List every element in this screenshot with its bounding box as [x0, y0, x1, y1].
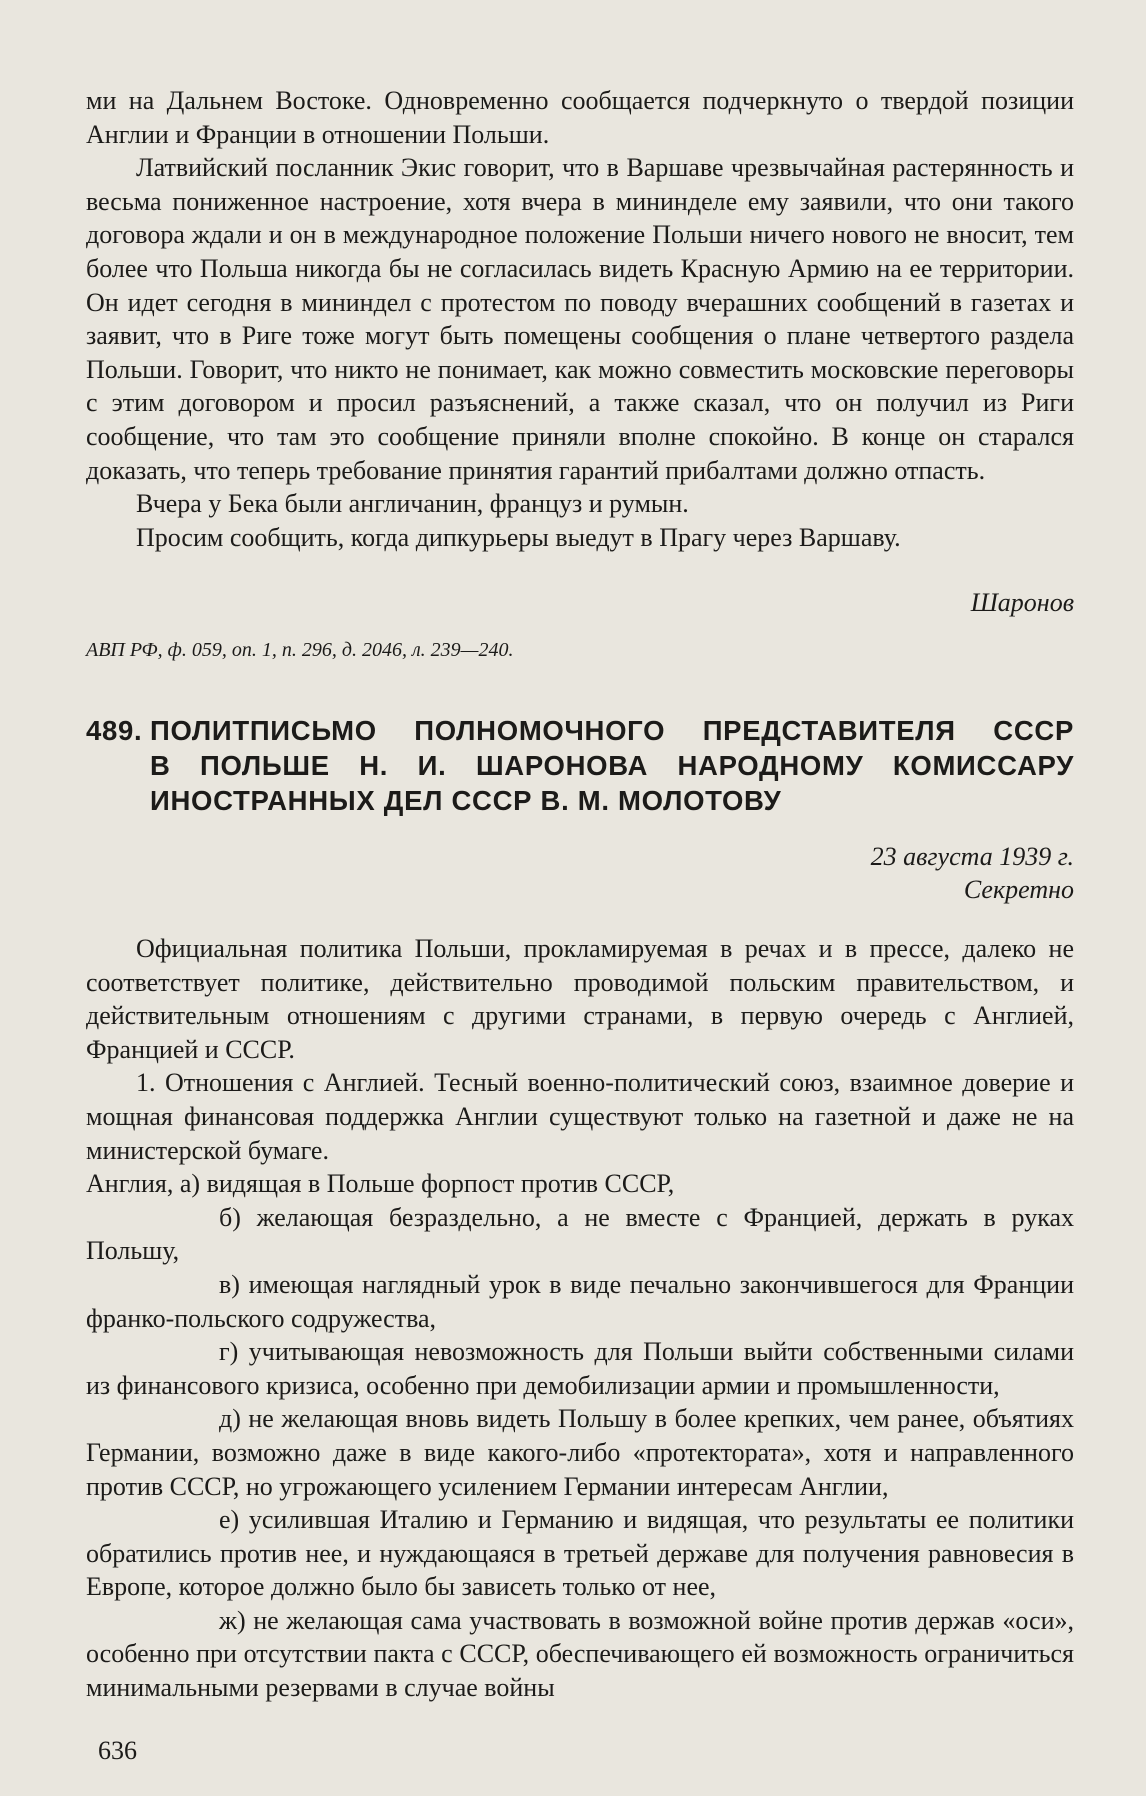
list-item-v: в) имеющая наглядный урок в виде печально закончившегося для Франции франко-польского содружества,: [86, 1269, 1074, 1333]
list-item-zh: ж) не желающая сама участвовать в возможной войне против держав «оси», особенно при отсутствии пакта с СССР, обеспечивающего ей возможность ограничиться минимальными резервами в случае войны: [86, 1605, 1074, 1703]
paragraph-latvian-envoy: Латвийский посланник Экис говорит, что в Варшаве чрезвычайная растерянность и весьма пониженное настроение, хотя вчера в мининделе ему заявили, что они такого договора ждали и он в международное положение Польши ничего нового не вносит, тем более что Польша никогда бы не согласилась видеть Красную Армию на ее территории. Он идет сегодня в мининдел с протестом по поводу вчерашних сообщений в газетах и заявит, что в Риге тоже могут быть помещены сообщения о плане четвертого раздела Польши. Говорит, что никто не понимает, как можно совместить московские переговоры с этим договором и просил разъяснений, а также сказал, что он получил из Риги сообщение, что там это сообщение приняли вполне спокойно. В конце он старался доказать, что теперь требование принятия гарантий прибалтами должно отпасть.: [86, 153, 1074, 485]
paragraph-beck-visitors: Вчера у Бека были англичанин, француз и румын.: [136, 489, 689, 519]
document-date: 23 августа 1939 г.: [870, 842, 1074, 871]
paragraph-couriers-request: Просим сообщить, когда дипкурьеры выедут в Прагу через Варшаву.: [136, 522, 901, 552]
paragraph-section-1: 1. Отношения с Англией. Тесный военно-политический союз, взаимное доверие и мощная финансовая поддержка Англии существуют только на газетной и даже не на министерской бумаге.: [86, 1068, 1074, 1165]
signature: Шаронов: [970, 588, 1074, 617]
archive-reference: АВП РФ, ф. 059, оп. 1, п. 296, д. 2046, л. 239—240.: [86, 639, 514, 661]
heading-line-3: ИНОСТРАННЫХ ДЕЛ СССР В. М. МОЛОТОВУ: [150, 785, 782, 816]
page-number: 636: [98, 1736, 137, 1765]
paragraph-intro: Официальная политика Польши, прокламируемая в речах и в прессе, далеко не соответствует политике, действительно проводимой польским правительством, и действительным отношениям с другими странами, в первую очередь с Англией, Францией и СССР.: [86, 934, 1074, 1064]
heading-line-1: ПОЛИТПИСЬМО ПОЛНОМОЧНОГО ПРЕДСТАВИТЕЛЯ СССР: [150, 715, 1074, 746]
paragraph-continuation: ми на Дальнем Востоке. Одновременно сообщается подчеркнуто о твердой позиции Англии и Франции в отношении Польши.: [86, 86, 1074, 149]
list-item-g: г) учитывающая невозможность для Польши выйти собственными силами из финансового кризиса, особенно при демобилизации армии и промышленности,: [86, 1337, 1074, 1400]
list-item-b: б) желающая безраздельно, а не вместе с Францией, держать в руках Польшу,: [86, 1202, 1074, 1266]
list-item-d: д) не желающая вновь видеть Польшу в более крепких, чем ранее, объятиях Германии, возможно даже в виде какого-либо «протектората», хотя и направленного против СССР, но угрожающего усилением Германии интересам Англии,: [86, 1404, 1074, 1501]
classification-mark: Секретно: [963, 875, 1074, 904]
document-number: 489.: [86, 715, 143, 746]
heading-line-2: В ПОЛЬШЕ Н. И. ШАРОНОВА НАРОДНОМУ КОМИССАРУ: [150, 750, 1074, 781]
top-text-block: [86, 84, 1074, 554]
document-heading: [86, 713, 1074, 818]
list-item-a: Англия, а) видящая в Польше форпост против СССР,: [86, 1169, 675, 1199]
list-item-e: е) усилившая Италию и Германию и видящая, что результаты ее политики обратились против нее, и нуждающаяся в третьей державе для получения равновесия в Европе, которое должно было бы зависеть только от нее,: [86, 1505, 1074, 1602]
letter-body: [86, 932, 1074, 1705]
